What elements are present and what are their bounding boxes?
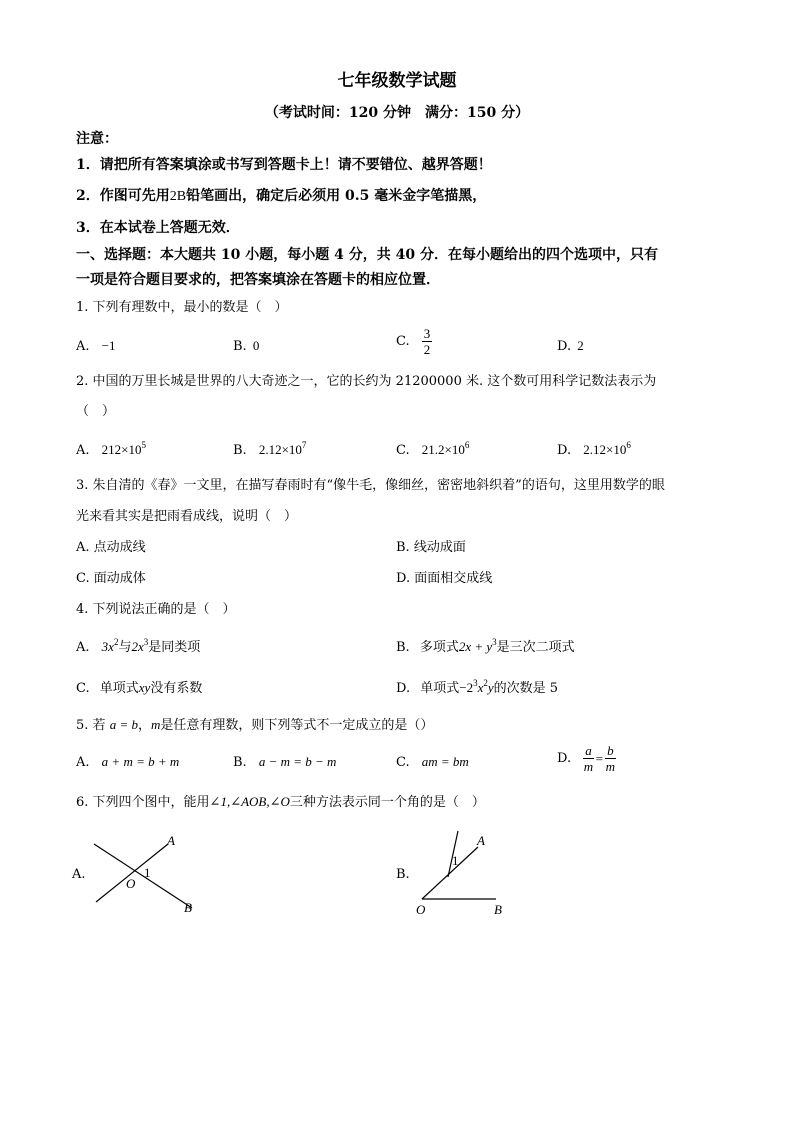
- note-3: 3．在本试卷上答题无效．: [76, 220, 240, 236]
- note-2-part-a: 2．作图可先用: [76, 188, 170, 204]
- q6-a-label-B: B: [184, 900, 192, 915]
- q4-b-exponent: 3: [492, 637, 497, 647]
- q1-stem: 1. 下列有理数中，最小的数是（ ）: [76, 300, 288, 315]
- q4-a-exp1: 2: [113, 637, 119, 647]
- q4-b-tail: 是三次二项式: [496, 640, 575, 655]
- q4-a-tail: 是同类项: [148, 640, 201, 655]
- q2-b-exponent: 7: [301, 440, 307, 450]
- q6-stem: [76, 793, 485, 812]
- q2-c-exponent: 6: [464, 440, 470, 450]
- q2-stem-line2: （ ）: [76, 404, 116, 419]
- q6-figure-a: [88, 830, 218, 920]
- q5-stem-m: m: [150, 717, 161, 732]
- q5-option-b: [233, 753, 336, 772]
- q5-d-right-numerator: b: [607, 743, 614, 758]
- q1-b-label: B.: [233, 339, 247, 354]
- q1-c-denominator: 2: [423, 342, 431, 357]
- q4-option-c: [76, 679, 202, 698]
- notes-heading: 注意：: [76, 131, 118, 147]
- q5-d-left-denominator: m: [583, 759, 594, 774]
- q1-option-b: [233, 337, 259, 356]
- q4-d-y: y: [487, 680, 494, 695]
- q3-stem-line2: 光来看其实是把雨看成线，说明（ ）: [76, 509, 298, 524]
- q6-option-a-label: A.: [72, 867, 86, 882]
- q5-d-right-fraction: [605, 743, 616, 774]
- q4-option-d: [396, 679, 558, 698]
- q4-c-prefix: 单项式: [99, 681, 139, 696]
- q1-c-fraction: [422, 326, 433, 357]
- q2-a-exponent: 5: [141, 440, 147, 450]
- q4-a-term2: 2x: [131, 639, 144, 654]
- q2-a-base: 212×10: [101, 442, 142, 457]
- q5-stem-prefix: 5. 若: [76, 718, 106, 733]
- q2-a-label: A.: [76, 443, 90, 458]
- q5-option-c: [396, 753, 469, 772]
- q5-b-label: B.: [233, 755, 247, 770]
- q1-c-label: C.: [396, 333, 410, 349]
- q4-d-coefficient: −2: [459, 680, 474, 695]
- q1-b-value: 0: [252, 338, 260, 353]
- q5-d-left-fraction: [583, 743, 594, 774]
- q6-b-label-A: A: [477, 833, 485, 848]
- q6-a-line-ob: [94, 844, 192, 908]
- q2-c-base: 21.2×10: [421, 442, 465, 457]
- q5-option-a: [76, 753, 179, 772]
- q4-a-connector: 与: [118, 640, 132, 655]
- q4-c-label: C.: [76, 681, 90, 696]
- q3-option-c: C. 面动成体: [76, 571, 146, 586]
- q6-stem-prefix: 6. 下列四个图中，能用: [76, 795, 210, 810]
- q4-d-tail: 的次数是 5: [493, 681, 559, 696]
- q4-d-exp1: 3: [473, 678, 478, 688]
- q5-c-label: C.: [396, 755, 410, 770]
- q1-a-label: A.: [76, 339, 90, 354]
- q4-b-prefix: 多项式: [419, 640, 459, 655]
- q2-d-label: D.: [557, 443, 572, 458]
- q4-d-label: D.: [396, 681, 411, 696]
- q4-option-a: [76, 638, 200, 657]
- q4-c-expression: xy: [138, 680, 151, 695]
- q5-stem: [76, 716, 433, 735]
- note-2-pencil: 2B: [169, 189, 187, 204]
- q4-a-exp2: 3: [143, 637, 149, 647]
- section1-line2: 一项是符合题目要求的，把答案填涂在答题卡的相应位置．: [76, 272, 440, 288]
- q4-d-prefix: 单项式: [420, 681, 460, 696]
- q3-option-b: B. 线动成面: [396, 540, 466, 555]
- q6-a-label-O: O: [126, 876, 136, 891]
- q5-b-value: a − m = b − m: [258, 754, 337, 769]
- exam-info: （考试时间：120 分钟 满分：150 分）: [264, 105, 530, 121]
- q5-c-value: am = bm: [421, 754, 469, 769]
- q1-d-label: D.: [557, 339, 572, 354]
- q2-b-base: 2.12×10: [258, 442, 302, 457]
- q2-option-c: [396, 441, 469, 460]
- q1-option-c: [396, 326, 432, 357]
- section1-line1: 一、选择题：本大题共 10 小题，每小题 4 分，共 40 分．在每小题给出的四个选项中，只有: [76, 247, 658, 263]
- q5-d-left-numerator: a: [585, 743, 592, 758]
- q6-stem-tail: 三种方法表示同一个角的是（ ）: [289, 795, 485, 810]
- q3-option-d: D. 面面相交成线: [396, 571, 493, 586]
- q6-b-label-O: O: [416, 902, 426, 917]
- q6-b-label-1: 1: [452, 853, 459, 868]
- q4-b-expression: 2x + y: [458, 639, 493, 654]
- q5-d-equals: =: [595, 750, 604, 766]
- q1-d-value: 2: [577, 338, 584, 353]
- note-2: [76, 187, 486, 206]
- q4-a-label: A.: [76, 640, 90, 655]
- q4-d-exp2: 2: [483, 678, 488, 688]
- q2-option-d: [557, 441, 631, 460]
- q6-b-label-B: B: [494, 902, 502, 917]
- q2-b-label: B.: [233, 443, 247, 458]
- q6-figure-b: [412, 828, 522, 920]
- q5-option-d: [557, 743, 616, 774]
- q1-c-numerator: 3: [423, 326, 431, 341]
- q2-c-label: C.: [396, 443, 410, 458]
- q5-d-label: D.: [557, 750, 572, 766]
- q5-stem-tail: 是任意有理数，则下列等式不一定成立的是（）: [160, 718, 434, 733]
- q6-a-label-1: 1: [144, 865, 151, 880]
- q4-option-b: [396, 638, 575, 657]
- q5-stem-equation: a = b: [109, 717, 138, 732]
- note-2-part-c: 铅笔画出，确定后必须用 0.5 毫米金字笔描黑，: [186, 188, 487, 204]
- note-1: 1．请把所有答案填涂或书写到答题卡上！请不要错位、越界答题！: [76, 157, 492, 173]
- q1-a-value: −1: [101, 338, 116, 353]
- q6-stem-expression: ∠1,∠AOB,∠O: [209, 794, 290, 809]
- q5-stem-separator: ，: [137, 718, 151, 733]
- q4-c-tail: 没有系数: [150, 681, 203, 696]
- q6-a-label-A: A: [167, 833, 175, 848]
- q5-a-value: a + m = b + m: [101, 754, 180, 769]
- q1-option-d: [557, 337, 584, 356]
- q2-d-base: 2.12×10: [583, 442, 627, 457]
- q6-option-b-label: B.: [396, 867, 410, 882]
- q3-option-a: A. 点动成线: [76, 540, 146, 555]
- q4-b-label: B.: [396, 640, 410, 655]
- q3-stem-line1: 3. 朱自清的《春》一文里，在描写春雨时有“像牛毛，像细丝，密密地斜织着”的语句，这里用数学的眼: [76, 478, 665, 493]
- q2-option-a: [76, 441, 146, 460]
- q2-stem-line1: 2. 中国的万里长城是世界的八大奇迹之一，它的长约为 21200000 米. 这个数可用科学记数法表示为: [76, 374, 657, 389]
- q2-d-exponent: 6: [626, 440, 631, 450]
- q4-d-x: x: [477, 680, 484, 695]
- q4-stem: 4. 下列说法正确的是（ ）: [76, 602, 236, 617]
- q1-option-a: [76, 337, 116, 356]
- q5-a-label: A.: [76, 755, 90, 770]
- page-title: 七年级数学试题: [337, 71, 457, 91]
- q5-d-right-denominator: m: [605, 759, 616, 774]
- q2-option-b: [233, 441, 306, 460]
- q4-a-term1: 3x: [101, 639, 114, 654]
- q6-b-ray-oa: [422, 847, 478, 899]
